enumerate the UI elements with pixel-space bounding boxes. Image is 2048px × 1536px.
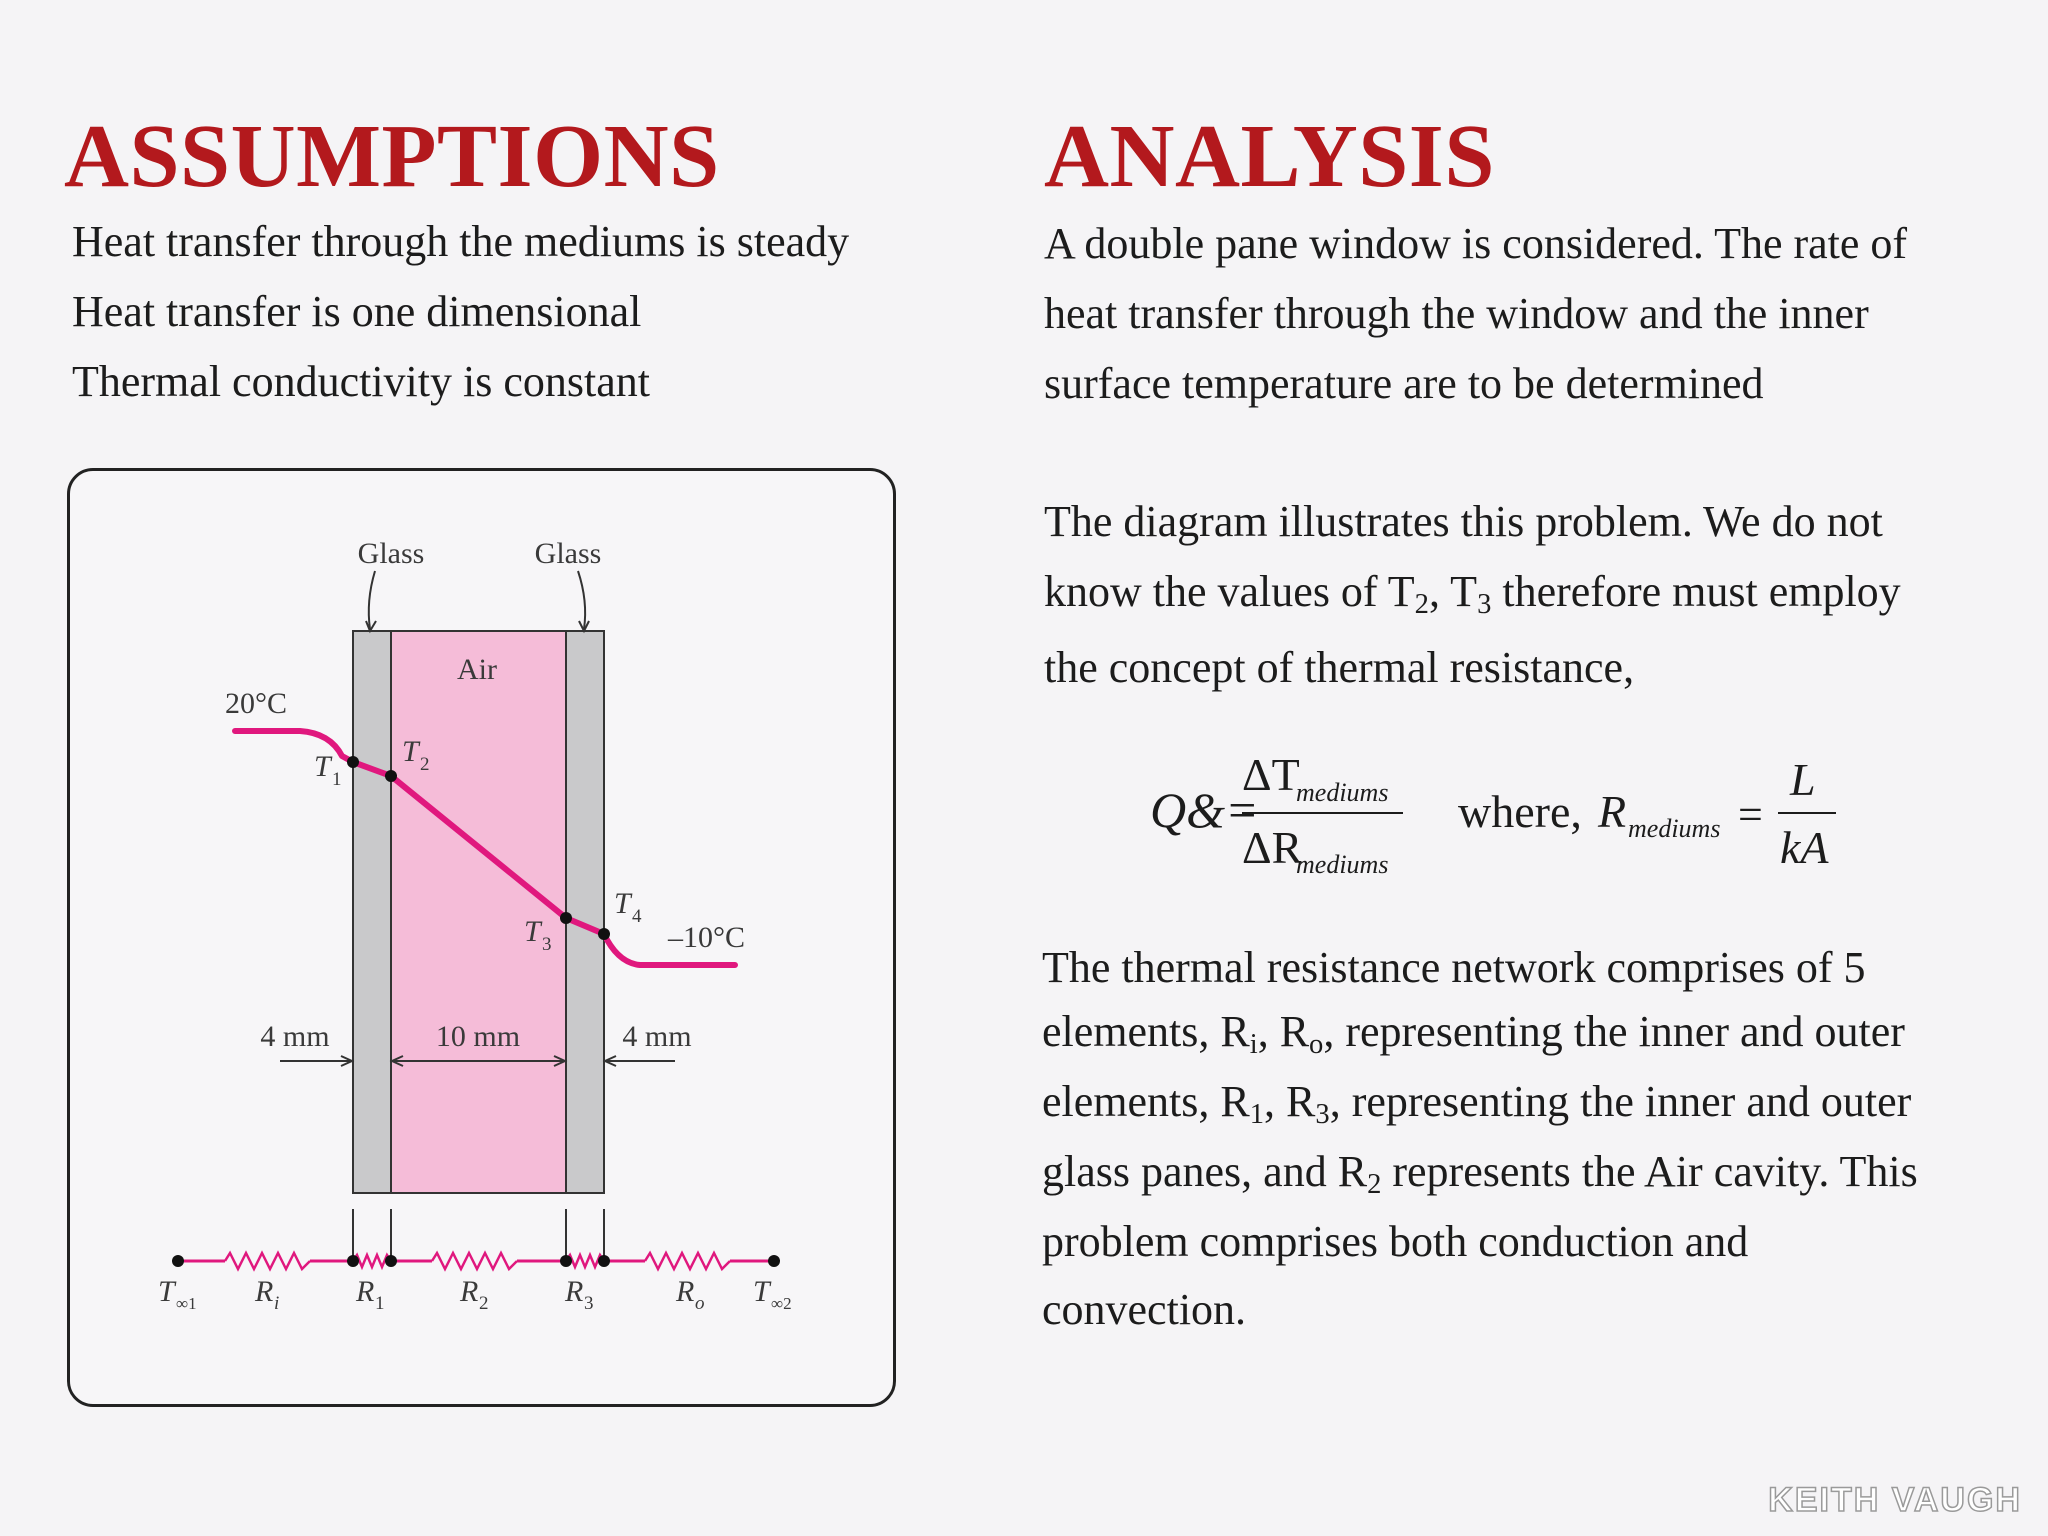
t4-sub: 4 [632, 906, 642, 927]
double-pane-window-diagram [67, 468, 896, 1407]
assumption-item: Heat transfer through the mediums is steady [72, 217, 850, 266]
analysis-line [1042, 1077, 1912, 1131]
analysis-line [1042, 1147, 1918, 1201]
analysis-line [1044, 567, 1901, 621]
subscript: 2 [1367, 1169, 1382, 1201]
text-span: , representing the inner and outer [1329, 1077, 1912, 1126]
subscript: 3 [1477, 589, 1492, 621]
node [385, 1255, 397, 1267]
net-r1-sub: 1 [375, 1293, 385, 1314]
glass-label-left: Glass [357, 537, 425, 570]
t1-label: T [314, 750, 331, 783]
node-tinf2 [768, 1255, 780, 1267]
net-r3-label: R [565, 1275, 584, 1308]
outside-temp-label: –10°C [668, 921, 746, 954]
text-span: represents the Air cavity. This [1381, 1147, 1918, 1196]
dim-left-label: 4 mm [260, 1020, 330, 1053]
net-tinf2-label: T [753, 1275, 770, 1308]
analysis-line: convection. [1042, 1285, 1247, 1334]
delta-t: ΔT [1242, 749, 1300, 800]
net-tinf1-sub: ∞1 [176, 1294, 197, 1313]
net-tinf1-label: T [158, 1275, 175, 1308]
subscript: 3 [1315, 1099, 1330, 1131]
t4-label: T [614, 887, 631, 920]
text-span: elements, R [1042, 1007, 1250, 1056]
where-label: where, [1458, 786, 1582, 837]
resistance-network [158, 1209, 792, 1314]
text-span: therefore must employ [1491, 567, 1901, 616]
net-r2-sub: 2 [479, 1293, 489, 1314]
assumptions-heading: ASSUMPTIONS [64, 107, 720, 206]
assumption-item: Thermal conductivity is constant [72, 357, 650, 406]
arrow-glass-left [369, 571, 375, 629]
text-span: , T [1428, 567, 1478, 616]
node-tinf1 [172, 1255, 184, 1267]
text-span: , R [1257, 1007, 1310, 1056]
t2-sub: 2 [420, 754, 430, 775]
delta-r: ΔR [1242, 822, 1303, 873]
r-symbol: R [1598, 786, 1627, 837]
numerator: L [1790, 754, 1816, 805]
delta-t-sub: mediums [1296, 778, 1389, 807]
net-ri-label: R [255, 1275, 274, 1308]
glass-label-right: Glass [534, 537, 602, 570]
author-watermark: KEITH VAUGH [1768, 1481, 2022, 1519]
text-span: elements, R [1042, 1077, 1250, 1126]
text-span: glass panes, and R [1042, 1147, 1368, 1196]
analysis-line: The thermal resistance network comprises of 5 [1042, 943, 1866, 992]
subscript: 2 [1414, 589, 1429, 621]
analysis-line: problem comprises both conduction and [1042, 1217, 1749, 1266]
analysis-line: heat transfer through the window and the inner [1044, 289, 1869, 338]
inside-temp-label: 20°C [225, 687, 288, 720]
air-gap [391, 631, 566, 1193]
air-label: Air [457, 653, 497, 686]
net-ro-sub: o [695, 1293, 705, 1314]
text-span: know the values of T [1044, 567, 1415, 616]
glass-pane-right [566, 631, 604, 1193]
node [598, 1255, 610, 1267]
t3-label: T [524, 915, 541, 948]
analysis-heading: ANALYSIS [1044, 107, 1495, 206]
node-t1 [347, 756, 359, 768]
r-sub: mediums [1628, 814, 1721, 843]
text-span: , representing the inner and outer [1323, 1007, 1905, 1056]
t1-sub: 1 [332, 769, 342, 790]
arrowhead [366, 621, 376, 631]
net-ri-sub: i [274, 1293, 280, 1314]
net-r3-sub: 3 [584, 1293, 594, 1314]
resistor-r2 [432, 1253, 517, 1269]
net-ro-label: R [676, 1275, 695, 1308]
assumption-item: Heat transfer is one dimensional [72, 287, 642, 336]
analysis-line: surface temperature are to be determined [1044, 359, 1764, 408]
node [560, 1255, 572, 1267]
node-t2 [385, 770, 397, 782]
analysis-line: the concept of thermal resistance, [1044, 643, 1635, 692]
node-t4 [598, 928, 610, 940]
node [347, 1255, 359, 1267]
analysis-line: The diagram illustrates this problem. We do not [1044, 497, 1883, 546]
glass-pane-left [353, 631, 391, 1193]
t2-label: T [402, 735, 419, 768]
dim-mid-label: 10 mm [435, 1020, 521, 1053]
analysis-line: A double pane window is considered. The rate of [1044, 219, 1908, 268]
resistor-ro [645, 1253, 730, 1269]
node-t3 [560, 912, 572, 924]
arrow-glass-right [578, 571, 585, 629]
delta-r-sub: mediums [1296, 850, 1389, 879]
denominator: kA [1780, 822, 1829, 873]
subscript: o [1309, 1029, 1324, 1061]
net-r1-label: R [356, 1275, 375, 1308]
t3-sub: 3 [542, 934, 552, 955]
text-span: , R [1264, 1077, 1316, 1126]
subscript: 1 [1249, 1099, 1265, 1131]
equals-sign: = [1738, 790, 1763, 839]
resistance-equation [1150, 745, 1850, 885]
analysis-line [1042, 1007, 1905, 1061]
subscript: i [1249, 1029, 1258, 1061]
net-r2-label: R [460, 1275, 479, 1308]
resistor-ri [225, 1253, 310, 1269]
heat-rate-symbol: Q&= [1150, 782, 1259, 838]
net-tinf2-sub: ∞2 [771, 1294, 792, 1313]
dim-right-label: 4 mm [622, 1020, 692, 1053]
